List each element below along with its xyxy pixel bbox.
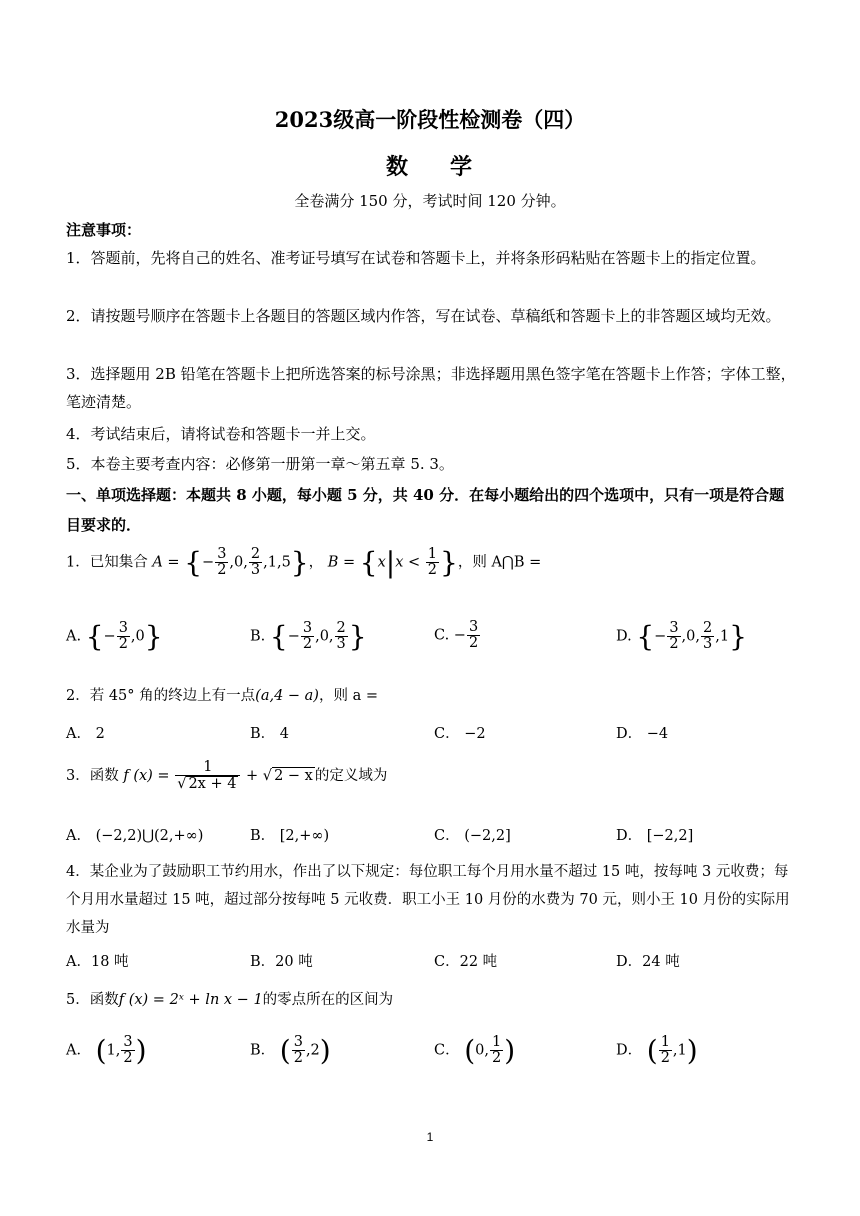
- q2-point: (a,4 − a): [255, 688, 319, 704]
- q1-option-b: B. {− $\frac{3}{2}$ ,0, $\frac{2}{3}$ }: [250, 619, 367, 653]
- q3-option-b: [250, 824, 329, 845]
- question-5: [66, 988, 393, 1009]
- q4-option-c: [434, 950, 497, 971]
- q4-option-c-value: 22 吨: [459, 954, 498, 970]
- exam-title: 2023级高一阶段性检测卷（四）: [274, 107, 586, 132]
- q5-option-a-label: A．: [66, 1042, 91, 1059]
- notice-item-2: 2．请按题号顺序在答题卡上各题目的答题区域内作答，写在试卷、草稿纸和答题卡上的非答题区域均无效。: [66, 307, 781, 325]
- q1-frac-1-2: $\frac{1}{2}$: [427, 545, 438, 578]
- q2-tail: ，则 a =: [318, 688, 378, 704]
- subject-char-2: 学: [450, 154, 475, 180]
- q3-option-d-value: [−2,2]: [646, 828, 694, 844]
- q3-option-b-value: [2,+∞): [279, 828, 330, 844]
- q5-option-d-label: D．: [616, 1042, 643, 1059]
- q4-option-d: [616, 950, 680, 971]
- q3-option-a-label: A．: [66, 828, 91, 844]
- q2-option-b-label: B．: [250, 726, 276, 742]
- q2-option-a: [66, 722, 105, 743]
- q3-option-d: [616, 824, 693, 845]
- q2-option-d-label: D．: [616, 726, 643, 742]
- q3-option-d-label: D．: [616, 828, 643, 844]
- q4-option-a-label: A．: [66, 954, 91, 970]
- q2-option-c-value: −2: [464, 726, 486, 742]
- q2-option-d: [616, 722, 668, 743]
- section1-heading: 一、单项选择题：本题共 8 小题，每小题 5 分，共 40 分．在每小题给出的四个选项中，只有一项是符合题目要求的．: [66, 486, 785, 534]
- notice-item-4: 4．考试结束后，请将试卷和答题卡一并上交。: [66, 425, 376, 443]
- q1-setB-label: B: [327, 554, 339, 571]
- q3-option-a: [66, 824, 203, 845]
- page-number: 1: [426, 1130, 434, 1144]
- q2-option-b: [250, 722, 289, 743]
- notice-item-3: 3．选择题用 2B 铅笔在答题卡上把所选答案的标号涂黑；非选择题用黑色签字笔在答题卡上作答；字体工整，笔迹清楚。: [66, 365, 796, 411]
- q3-option-c-label: C．: [434, 828, 460, 844]
- q1-frac-neg3-2: $\frac{3}{2}$: [217, 545, 227, 578]
- q2-option-d-value: −4: [646, 726, 669, 742]
- q2-option-a-label: A．: [66, 726, 91, 742]
- q1-option-b-label: B.: [250, 628, 266, 645]
- q4-option-b-value: 20 吨: [275, 954, 313, 970]
- q2-option-c: [434, 722, 486, 743]
- q5-option-c-label: C．: [434, 1042, 460, 1059]
- q3-den: 2x + 4: [188, 776, 237, 793]
- question-1: 1．已知集合 A = {− $\frac{3}{2}$ ,0, $\frac{2}{3}$ ,1,5}， B = {x|x < $\frac{1}{2}$ }，则 A⋂B =: [66, 545, 542, 579]
- q3-prefix: 3．函数: [66, 768, 119, 785]
- q3-fraction: $\frac{1}{√ 2x + 4}$: [175, 760, 240, 792]
- q2-option-a-value: 2: [95, 726, 105, 742]
- q1-tail: ，则 A⋂B =: [457, 554, 542, 571]
- q3-fx: f (x) =: [123, 768, 170, 785]
- q4-option-b-label: B．: [250, 954, 276, 970]
- subject-char-1: 数: [385, 154, 410, 180]
- q5-option-d: D． ( $\frac{1}{2}$ ,1): [616, 1033, 698, 1067]
- q2-text: 2．若 45° 角的终边上有一点: [66, 688, 256, 704]
- q3-option-b-label: B．: [250, 828, 276, 844]
- q3-num: 1: [175, 760, 240, 776]
- q4-option-b: [250, 950, 313, 971]
- q1-option-c-label: C.: [434, 627, 450, 644]
- exam-info: 全卷满分 150 分，考试时间 120 分钟。: [294, 192, 566, 210]
- q3-sqrt2: 2 − x: [274, 768, 313, 785]
- q5-prefix: 5．函数: [66, 992, 119, 1008]
- q1-setA-label: A: [152, 554, 163, 571]
- notice-item-5: 5．本卷主要考查内容：必修第一册第一章～第五章 5. 3。: [66, 455, 454, 473]
- q1-option-a-label: A.: [66, 628, 82, 645]
- q1-prefix: 1．已知集合: [66, 554, 148, 571]
- q3-option-c-value: (−2,2]: [464, 828, 511, 844]
- q1-item-0: 0: [234, 554, 244, 571]
- q4-option-d-label: D．: [616, 954, 643, 970]
- q4-option-a: [66, 950, 129, 971]
- q5-option-b-label: B．: [250, 1042, 276, 1059]
- q4-option-c-label: C．: [434, 954, 460, 970]
- subject-title: [0, 150, 860, 181]
- q5-expr: f (x) = 2ˣ + ln x − 1: [118, 992, 263, 1008]
- q2-option-c-label: C．: [434, 726, 460, 742]
- q1-option-d: D. {− $\frac{3}{2}$ ,0, $\frac{2}{3}$ ,1}: [616, 619, 747, 653]
- q2-option-b-value: 4: [279, 726, 289, 742]
- q5-option-c: C． (0, $\frac{1}{2}$ ): [434, 1033, 516, 1067]
- q4-option-a-value: 18 吨: [90, 954, 129, 970]
- q5-tail: 的零点所在的区间为: [262, 992, 394, 1008]
- q3-option-c: [434, 824, 511, 845]
- notice-heading: 注意事项：: [66, 221, 142, 239]
- q5-option-b: B． ( $\frac{3}{2}$ ,2): [250, 1033, 331, 1067]
- q4-option-d-value: 24 吨: [642, 954, 680, 970]
- q3-option-a-value: (−2,2)⋃(2,+∞): [95, 828, 204, 844]
- q3-tail: 的定义域为: [314, 768, 388, 785]
- question-4: 4．某企业为了鼓励职工节约用水，作出了以下规定：每位职工每个月用水量不超过 15 吨，按每吨 3 元收费；每个月用水量超过 15 吨，超过部分按每吨 5 元收费．职工小王 10 月份的水费为 70 元，则小王 10 月份的实际用水量为: [66, 864, 790, 936]
- q1-frac-2-3: $\frac{2}{3}$: [250, 545, 261, 578]
- q3-plus: +: [246, 768, 259, 785]
- q1-option-a: A. {− $\frac{3}{2}$ ,0}: [66, 619, 163, 653]
- question-3: 3．函数 f (x) = $\frac{1}{√ 2x + 4}$ + √ 2 − x 的定义域为: [66, 759, 388, 793]
- q1-item-5: 5: [281, 554, 291, 571]
- notice-item-1: 1．答题前，先将自己的姓名、准考证号填写在试卷和答题卡上，并将条形码粘贴在答题卡上的指定位置。: [66, 249, 766, 267]
- q1-item-1: 1: [267, 554, 277, 571]
- q1-option-c: C. − $\frac{3}{2}$: [434, 619, 479, 652]
- q5-option-a: A． (1, $\frac{3}{2}$ ): [66, 1033, 147, 1067]
- q1-option-d-label: D.: [616, 628, 632, 645]
- question-2: [66, 684, 378, 705]
